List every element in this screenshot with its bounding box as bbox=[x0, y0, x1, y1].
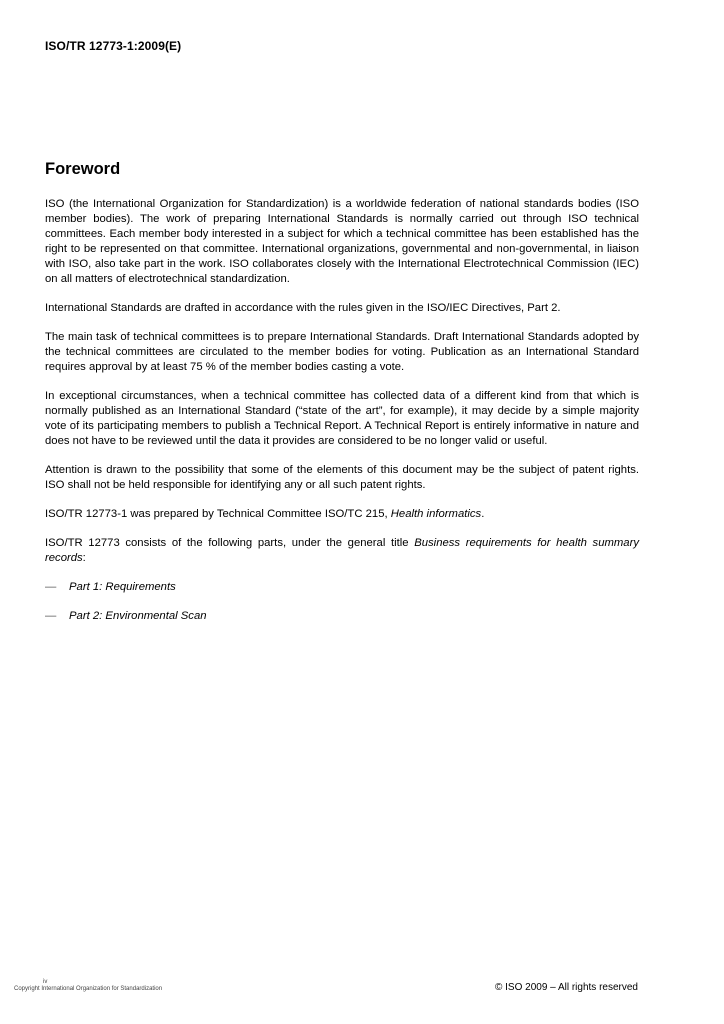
committee-subject: Health informatics bbox=[390, 508, 482, 520]
parts-intro-text: ISO/TR 12773 consists of the following parts, under the general title bbox=[45, 537, 415, 549]
general-title: Business requirements for health summary records bbox=[45, 537, 639, 564]
footer-copyright-left: Copyright International Organization for Standardization bbox=[14, 986, 163, 992]
paragraph-parts-intro bbox=[45, 536, 639, 566]
part-2-label: Part 2: Environmental Scan bbox=[69, 610, 207, 622]
list-item bbox=[45, 609, 639, 624]
paragraph-technical-report: In exceptional circumstances, when a technical committee has collected data of a different kind from that which is normally published as an International Standard (“state of the art”, for example), it may decide by a simple majority vote of its participating members to publish a Technical Report. A Technical Report is entirely informative in nature and does not have to be reviewed until the data it provides are considered to be no longer valid or useful. bbox=[45, 390, 639, 447]
footer-copyright-right: © ISO 2009 – All rights reserved bbox=[495, 982, 638, 993]
document-id-header: ISO/TR 12773-1:2009(E) bbox=[45, 39, 182, 53]
prepared-by-text: ISO/TR 12773-1 was prepared by Technical Committee ISO/TC 215, bbox=[45, 508, 391, 520]
dash-marker: — bbox=[45, 581, 57, 593]
foreword-body bbox=[45, 197, 639, 638]
dash-marker: — bbox=[45, 610, 57, 622]
paragraph-prepared-by bbox=[45, 507, 639, 522]
paragraph-committee-task: The main task of technical committees is to prepare International Standards. Draft International Standards adopted by the technical committees are circulated to the member bodies for voting. Publication as an International Standard requires approval by at least 75 % of the member bodies casting a vote. bbox=[45, 331, 639, 373]
list-item bbox=[45, 580, 639, 595]
prepared-by-end: . bbox=[481, 508, 485, 520]
page-number: iv bbox=[43, 979, 48, 985]
paragraph-iso-description: ISO (the International Organization for Standardization) is a worldwide federation of national standards bodies (ISO member bodies). The work of preparing International Standards is normally carried out through ISO technical committees. Each member body interested in a subject for which a technical committee has been established has the right to be represented on that committee. International organizations, governmental and non-governmental, in liaison with ISO, also take part in the work. ISO collaborates closely with the International Electrotechnical Commission (IEC) on all matters of electrotechnical standardization. bbox=[45, 198, 639, 285]
parts-intro-end: : bbox=[82, 552, 86, 564]
paragraph-drafting-rules: International Standards are drafted in accordance with the rules given in the ISO/IEC Directives, Part 2. bbox=[45, 302, 561, 314]
paragraph-patent-rights: Attention is drawn to the possibility that some of the elements of this document may be the subject of patent rights. ISO shall not be held responsible for identifying any or all such patent rights. bbox=[45, 464, 639, 491]
part-1-label: Part 1: Requirements bbox=[69, 581, 176, 593]
page-title: Foreword bbox=[45, 160, 121, 178]
